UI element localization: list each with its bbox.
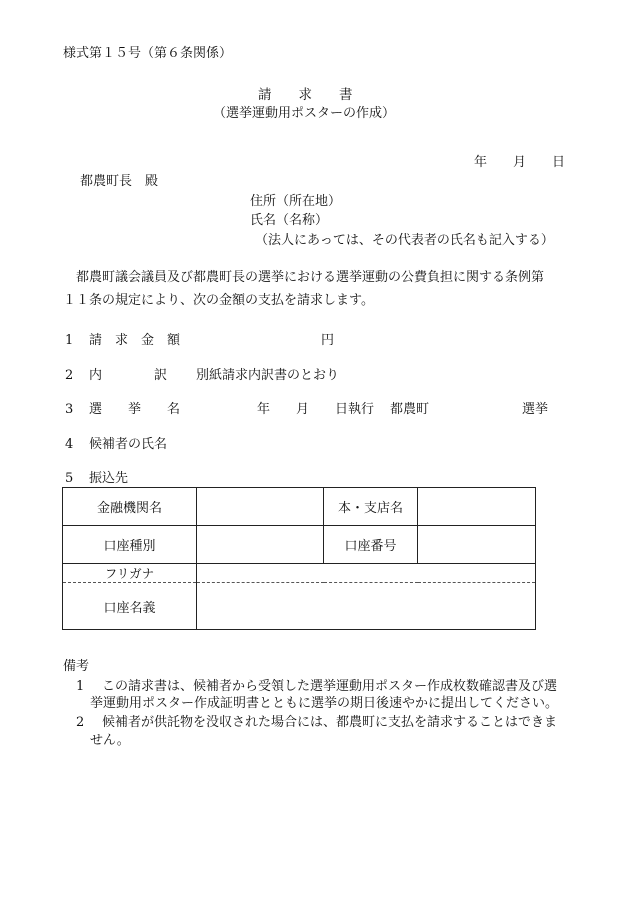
item-3-date: 年 月 日執行 — [257, 402, 375, 417]
item-1-label: 請 求 金 額 — [89, 333, 181, 348]
account-name-label: 口座名義 — [63, 583, 197, 630]
note-2-number: 2 — [76, 715, 85, 730]
note-1-line1: この請求書は、候補者から受領した選挙運動用ポスター作成枚数確認書及び選 — [102, 679, 558, 694]
bank-transfer-table — [62, 487, 536, 630]
item-1-yen: 円 — [321, 333, 335, 348]
document-subtitle: （選挙運動用ポスターの作成） — [213, 106, 396, 121]
account-number-field[interactable] — [418, 526, 536, 564]
addressee: 都農町長 殿 — [80, 174, 159, 189]
item-2-value: 別紙請求内訳書のとおり — [196, 368, 340, 383]
item-4-label: 候補者の氏名 — [89, 437, 168, 452]
item-3-label: 選 挙 名 — [89, 402, 181, 417]
note-1-line2: 挙運動用ポスター作成証明書とともに選挙の期日後速やかに提出してください。 — [90, 696, 559, 711]
account-number-label: 口座番号 — [324, 526, 418, 564]
name-label: 氏名（名称） — [250, 213, 329, 228]
note-1-number: 1 — [76, 679, 85, 694]
item-1-number: 1 — [65, 333, 74, 348]
branch-field[interactable] — [418, 488, 536, 526]
document-title: 請 求 書 — [258, 87, 353, 103]
form-number: 様式第１５号（第６条関係） — [63, 46, 233, 61]
note-2-line1: 候補者が供託物を没収された場合には、都農町に支払を請求することはできま — [102, 715, 558, 730]
item-2-number: 2 — [65, 368, 74, 383]
furigana-field[interactable] — [197, 564, 536, 583]
branch-label: 本・支店名 — [324, 488, 418, 526]
item-2-label: 内 訳 — [89, 368, 168, 383]
account-name-field[interactable] — [197, 583, 536, 630]
bank-name-label: 金融機関名 — [63, 488, 197, 526]
account-type-field[interactable] — [197, 526, 324, 564]
body-text-line1: 都農町議会議員及び都農町長の選挙における選挙運動の公費負担に関する条例第 — [76, 270, 545, 285]
notes-heading: 備考 — [63, 659, 90, 674]
note-2-line2: せん。 — [90, 733, 130, 748]
furigana-label: フリガナ — [63, 564, 197, 583]
item-4-number: 4 — [65, 437, 74, 452]
item-3-suffix: 選挙 — [522, 402, 549, 417]
item-3-number: 3 — [65, 402, 74, 417]
account-type-label: 口座種別 — [63, 526, 197, 564]
item-5-number: 5 — [65, 471, 74, 486]
name-note: （法人にあっては、その代表者の氏名も記入する） — [255, 233, 554, 248]
bank-name-field[interactable] — [197, 488, 324, 526]
address-label: 住所（所在地） — [250, 194, 342, 209]
item-5-label: 振込先 — [89, 471, 129, 486]
body-text-line2: １１条の規定により、次の金額の支払を請求します。 — [63, 293, 374, 308]
date-line: 年 月 日 — [474, 155, 566, 170]
item-3-town: 都農町 — [390, 402, 430, 417]
